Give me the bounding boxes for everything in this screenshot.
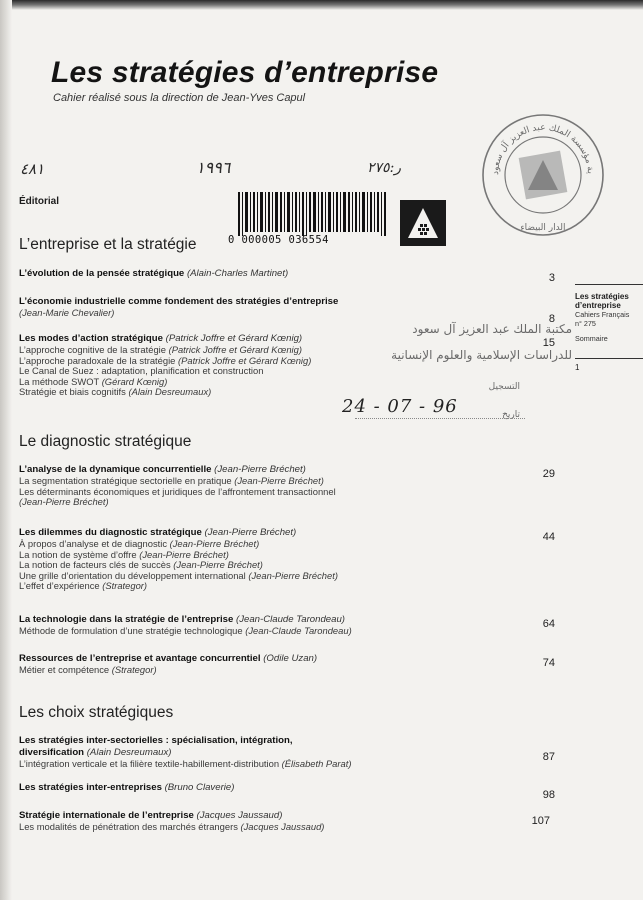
sub-author: (Jean-Pierre Bréchet) (19, 496, 109, 508)
sub-author: (Strategor) (111, 664, 157, 675)
toc-entry[interactable] (19, 782, 539, 794)
sub-author: (Alain Desreumaux) (128, 386, 212, 398)
library-stamp-line3: التسجيل (488, 382, 520, 392)
section-title: L’entreprise et la stratégie (19, 236, 197, 253)
entry-author: (Patrick Joffre et Gérard Kœnig) (165, 333, 303, 344)
sub-author: (Jean-Pierre Bréchet) (169, 538, 260, 549)
entry-author: (Jacques Jaussaud) (196, 810, 283, 821)
toc-entry[interactable] (19, 614, 539, 637)
toc-entry[interactable] (19, 333, 539, 398)
library-stamp-line1: مكتبة الملك عبد العزيز آل سعود (412, 322, 572, 336)
toc-entry[interactable] (19, 464, 539, 508)
entry-author: (Jean-Claude Tarondeau) (236, 614, 345, 625)
stamp-dotted-line (355, 418, 525, 419)
page-number: 98 (542, 789, 555, 801)
page-number: 29 (542, 468, 555, 480)
sub-author: (Jean-Claude Tarondeau) (245, 625, 352, 636)
sidebar-rule (575, 284, 643, 285)
sub-entry: Les déterminants économiques et juridiques de l’affrontement transactionnel (19, 485, 336, 497)
page-number: 3 (548, 272, 555, 284)
sub-entry: L’approche cognitive de la stratégie (19, 344, 166, 355)
page-binding-shadow (0, 0, 12, 900)
sidebar-page: 1 (575, 363, 580, 372)
entry-title: Ressources de l’entreprise et avantage concurrentiel (19, 653, 261, 664)
entry-author: (Jean-Pierre Bréchet) (204, 527, 297, 538)
barcode-bars (228, 190, 398, 238)
entry-title: L’analyse de la dynamique concurrentielle (19, 464, 212, 475)
toc-entry[interactable] (19, 653, 539, 676)
editorial-label: Éditorial (19, 196, 60, 207)
toc-entry[interactable] (19, 527, 539, 592)
toc-entry[interactable] (19, 735, 539, 770)
sub-author: (Patrick Joffre et Gérard Kœnig) (177, 354, 312, 366)
handwritten-date: 24 - 07 - 96 (342, 396, 458, 417)
sub-author: (Élisabeth Parat) (281, 758, 352, 769)
entry-title: Les dilemmes du diagnostic stratégique (19, 527, 202, 538)
section-title: Les choix stratégiques (19, 704, 174, 721)
sub-entry: Stratégie et biais cognitifs (19, 386, 126, 398)
entry-author: (Jean-Marie Chevalier) (19, 307, 115, 318)
sidebar-series: Cahiers Français (575, 310, 630, 319)
page-top-shadow (0, 0, 643, 10)
entry-title: L’économie industrielle comme fondement des stratégies d’entreprise (19, 296, 339, 307)
sidebar (575, 284, 643, 372)
entry-author: (Bruno Claverie) (164, 782, 235, 793)
handwritten-reference: ر:٢٧٥ (367, 160, 402, 176)
page-number: 44 (542, 531, 555, 543)
page-title: Les stratégies d’entreprise (51, 56, 439, 89)
sub-author: (Strategor) (102, 580, 148, 592)
sub-entry: La notion de facteurs clés de succès (19, 559, 171, 571)
page-number: 15 (542, 337, 555, 349)
toc-entry[interactable] (19, 296, 539, 319)
entry-title: Les stratégies inter-entreprises (19, 782, 162, 793)
sidebar-rule (575, 358, 643, 359)
entry-title: Les modes d’action stratégique (19, 333, 163, 344)
handwritten-year: ١٩٩٦ (196, 158, 231, 177)
page-subtitle: Cahier réalisé sous la direction de Jean-Yves Capul (53, 92, 306, 104)
barcode (228, 190, 398, 252)
toc-entry[interactable] (19, 268, 539, 280)
sidebar-number: n° 275 (575, 319, 596, 328)
entry-author: (Alain-Charles Martinet) (186, 268, 289, 279)
sub-entry: L’approche paradoxale de la stratégie (19, 354, 176, 366)
page-number: 107 (531, 815, 550, 827)
sub-entry: L’effet d’expérience (19, 580, 100, 592)
sidebar-title: Les stratégies d’entreprise (575, 292, 629, 310)
sub-author: (Jean-Pierre Bréchet) (173, 559, 263, 571)
sub-author: (Gérard Kœnig) (101, 375, 168, 387)
sub-author: (Jean-Pierre Bréchet) (139, 548, 229, 560)
stamp-ring-text: ية مؤسسة الملك عبد العزيز آل سعود (490, 122, 595, 176)
publisher-logo-icon (400, 200, 446, 246)
entry-title: La technologie dans la stratégie de l’entreprise (19, 614, 234, 625)
library-stamp-line4: تاريخ (502, 410, 520, 420)
entry-title-cont: diversification (19, 747, 85, 758)
stamp-bottom-text: الدار البيضاء (520, 223, 566, 233)
entry-title: Stratégie internationale de l’entreprise (19, 810, 194, 821)
sub-entry: La notion de système d’offre (19, 548, 137, 560)
sub-entry: Les modalités de pénétration des marchés étrangers (19, 821, 238, 832)
sub-entry: La méthode SWOT (19, 375, 100, 387)
library-round-stamp (478, 110, 608, 240)
entry-author: (Jean-Pierre Bréchet) (214, 464, 306, 475)
page-number: 64 (542, 618, 555, 630)
sub-author: (Patrick Joffre et Gérard Kœnig) (168, 344, 302, 355)
toc-entry[interactable] (19, 810, 539, 833)
library-stamp-line2: للدراسات الإسلامية والعلوم الإنسانية (391, 348, 572, 362)
entry-author: (Odile Uzan) (263, 653, 318, 664)
sub-author: (Jean-Pierre Bréchet) (248, 569, 338, 581)
entry-title: L’évolution de la pensée stratégique (19, 268, 185, 279)
entry-author: (Alain Desreumaux) (86, 747, 172, 758)
sub-entry: Une grille d’orientation du développement international (19, 569, 246, 581)
sub-entry: Métier et compétence (19, 664, 110, 675)
sidebar-label: Sommaire (575, 334, 608, 343)
sub-entry: Le Canal de Suez : adaptation, planification et construction (19, 365, 264, 377)
page-number: 87 (542, 751, 555, 763)
sub-entry: Méthode de formulation d’une stratégie technologique (19, 625, 243, 636)
entry-title: Les stratégies inter-sectorielles : spécialisation, intégration, (19, 735, 293, 746)
sub-entry: À propos d’analyse et de diagnostic (19, 538, 168, 549)
sub-entry: L’intégration verticale et la filière textile-habillement-distribution (19, 758, 280, 769)
page-number: 8 (548, 313, 555, 325)
handwritten-number-left: ٤٨١ (20, 160, 45, 178)
sub-author: (Jean-Pierre Bréchet) (234, 475, 324, 486)
sub-author: (Jacques Jaussaud) (240, 821, 325, 832)
section-title: Le diagnostic stratégique (19, 433, 192, 450)
sub-entry: La segmentation stratégique sectorielle en pratique (19, 475, 232, 486)
page-number: 74 (542, 657, 555, 669)
barcode-digits: 0 000005 036554 (228, 234, 329, 246)
